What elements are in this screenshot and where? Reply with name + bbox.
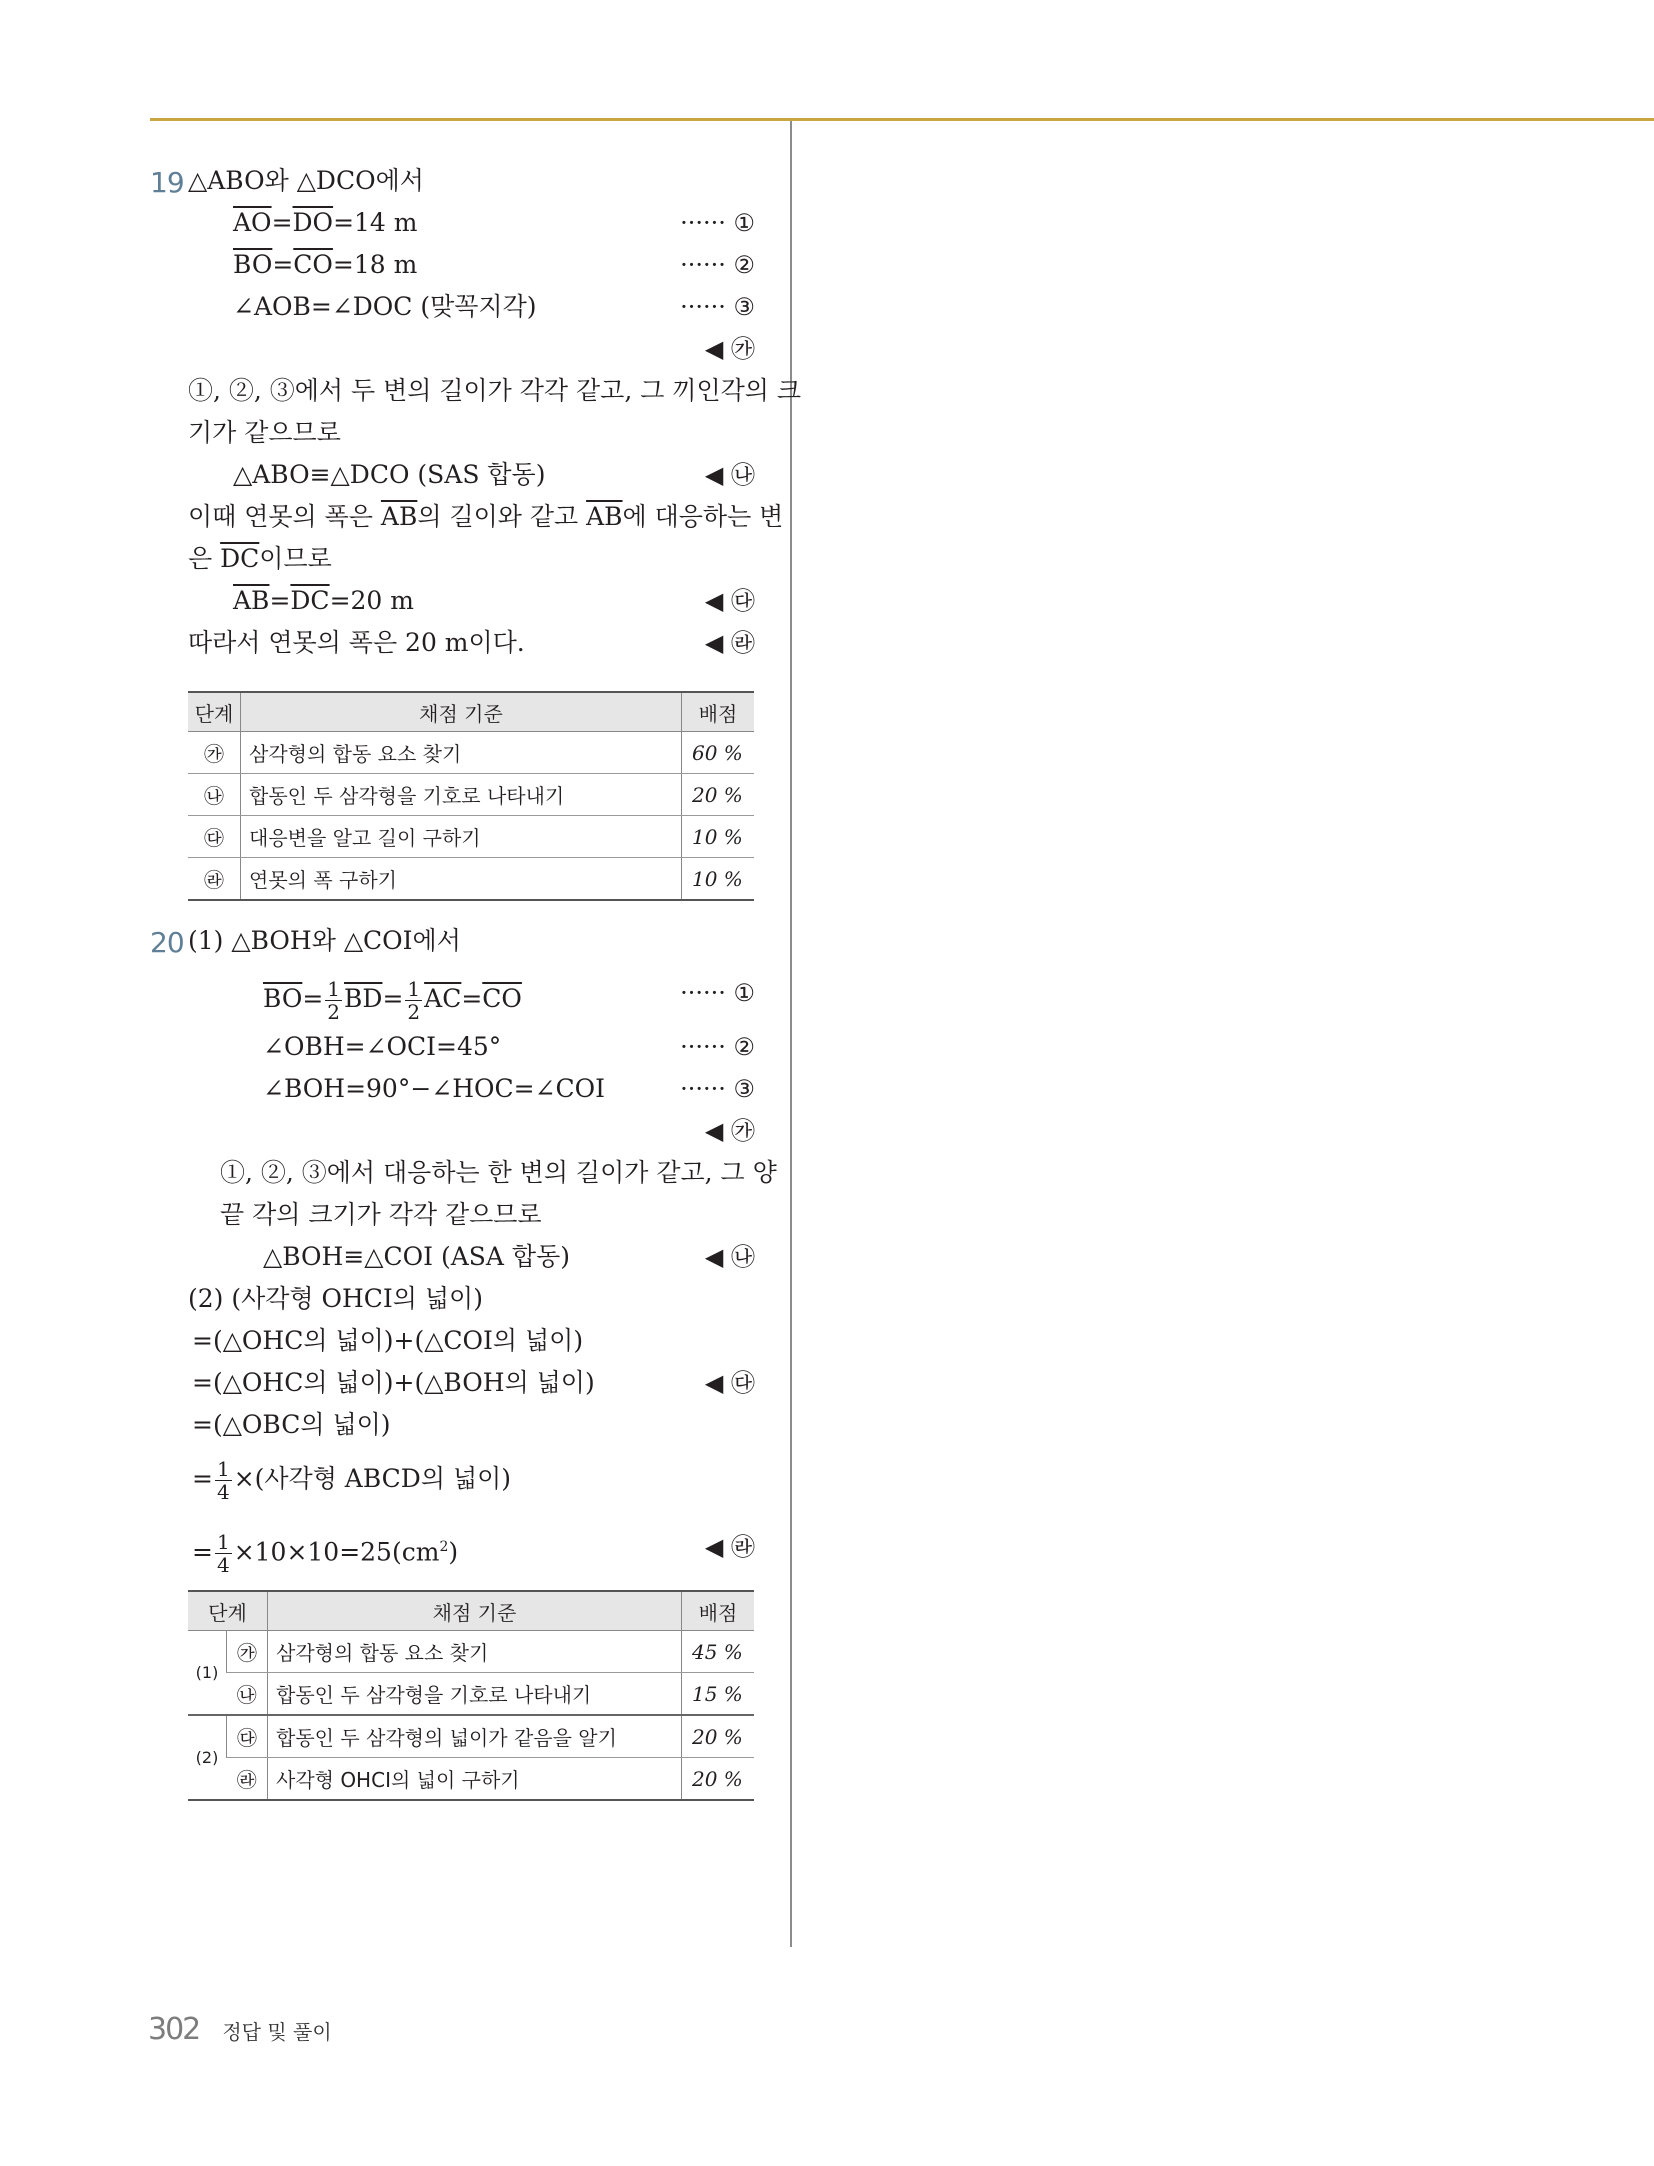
equation-marker-3: ······ ③ xyxy=(680,1075,755,1103)
text-line: ①, ②, ③에서 대응하는 한 변의 길이가 같고, 그 양 xyxy=(220,1158,777,1187)
text-line: 은 $\overline{DC}$이므로 xyxy=(188,544,332,573)
conclusion-line: 따라서 연못의 폭은 20 m이다. xyxy=(188,628,525,657)
equation-marker-2: ······ ② xyxy=(680,251,755,279)
step-marker-2: ◀ ㉯ xyxy=(704,461,755,489)
equation-2: $\overline{BO}=\overline{CO}=18$ m xyxy=(233,250,418,279)
table-header: 채점 기준 xyxy=(268,1591,682,1631)
problem-number: 19 xyxy=(150,166,184,199)
table-row: ㉯ 합동인 두 삼각형을 기호로 나타내기 20 % xyxy=(188,774,754,816)
text-line: ①, ②, ③에서 두 변의 길이가 각각 같고, 그 끼인각의 크 xyxy=(188,376,802,405)
table-header: 배점 xyxy=(682,692,755,732)
equation-3: ∠BOH=90°−∠HOC=∠COI xyxy=(263,1074,606,1103)
table-header: 배점 xyxy=(682,1591,755,1631)
problem-number: 20 xyxy=(150,926,184,959)
congruence-statement: △BOH≡△COI (ASA 합동) xyxy=(263,1242,570,1271)
header-rule xyxy=(150,118,1654,121)
table-row: ㉰ 대응변을 알고 길이 구하기 10 % xyxy=(188,816,754,858)
step-marker-2: ◀ ㉯ xyxy=(704,1243,755,1271)
equation-marker-2: ······ ② xyxy=(680,1033,755,1061)
equation-5: $\overline{AB}=\overline{DC}=20$ m xyxy=(233,586,414,615)
step-marker-4: ◀ ㉱ xyxy=(704,1533,755,1561)
step-marker-3: ◀ ㉰ xyxy=(704,1369,755,1397)
equation-line: =(△OHC의 넓이)+(△BOH의 넓이) xyxy=(192,1368,595,1397)
equation-3: ∠AOB=∠DOC (맞꼭지각) xyxy=(233,292,537,321)
step-marker-1: ◀ ㉮ xyxy=(704,1117,755,1145)
table-row: ㉱ 연못의 폭 구하기 10 % xyxy=(188,858,754,901)
equation-line: = $\frac{1}{4}$ $\times 10\times 10=25(cm^2)$ xyxy=(192,1530,459,1578)
text-line: 끝 각의 크기가 각각 같으므로 xyxy=(220,1200,542,1229)
equation-line: =(△OBC의 넓이) xyxy=(192,1410,391,1439)
intro-line: △ABO와 △DCO에서 xyxy=(188,166,424,195)
step-marker-4: ◀ ㉱ xyxy=(704,629,755,657)
step-marker-1: ◀ ㉮ xyxy=(704,335,755,363)
scoring-table-19 xyxy=(188,691,754,901)
equation-2: ∠OBH=∠OCI=45° xyxy=(263,1032,502,1061)
table-header: 채점 기준 xyxy=(241,692,682,732)
intro-line: (1) △BOH와 △COI에서 xyxy=(188,926,461,955)
text-line: 기가 같으므로 xyxy=(188,418,341,447)
equation-1: $\overline{BO}=$ $\frac{1}{2}$ $\overline{BD}=$ $\frac{1}{2}$ $\overline{AC}=\overline{CO}$ xyxy=(263,977,522,1024)
equation-1: $\overline{AO}=\overline{DO}=14$ m xyxy=(233,208,418,237)
page-number: 302 xyxy=(148,2012,200,2047)
equation-marker-1: ······ ① xyxy=(680,979,755,1007)
footer-title: 정답 및 풀이 xyxy=(222,2020,332,2044)
equation-marker-3: ······ ③ xyxy=(680,293,755,321)
table-header: 단계 xyxy=(188,692,241,732)
table-row: ㉱ 사각형 OHCI의 넓이 구하기 20 % xyxy=(188,1758,754,1801)
page-footer xyxy=(148,2012,332,2047)
table-row: (2) ㉰ 합동인 두 삼각형의 넓이가 같음을 알기 20 % xyxy=(188,1715,754,1758)
step-marker-3: ◀ ㉰ xyxy=(704,587,755,615)
table-row: (1) ㉮ 삼각형의 합동 요소 찾기 45 % xyxy=(188,1631,754,1673)
text-line: 이때 연못의 폭은 $\overline{AB}$의 길이와 같고 $\overline{AB}$에 대응하는 변 xyxy=(188,502,784,531)
equation-line: =(△OHC의 넓이)+(△COI의 넓이) xyxy=(192,1326,584,1355)
congruence-statement: △ABO≡△DCO (SAS 합동) xyxy=(233,460,546,489)
scoring-table-20 xyxy=(188,1590,754,1801)
table-row: ㉯ 합동인 두 삼각형을 기호로 나타내기 15 % xyxy=(188,1673,754,1716)
equation-line: = $\frac{1}{4}$ ×(사각형 ABCD의 넓이) xyxy=(192,1457,511,1504)
table-header: 단계 xyxy=(188,1591,268,1631)
equation-marker-1: ······ ① xyxy=(680,209,755,237)
text-line: (2) (사각형 OHCI의 넓이) xyxy=(188,1284,483,1313)
table-row: ㉮ 삼각형의 합동 요소 찾기 60 % xyxy=(188,732,754,774)
